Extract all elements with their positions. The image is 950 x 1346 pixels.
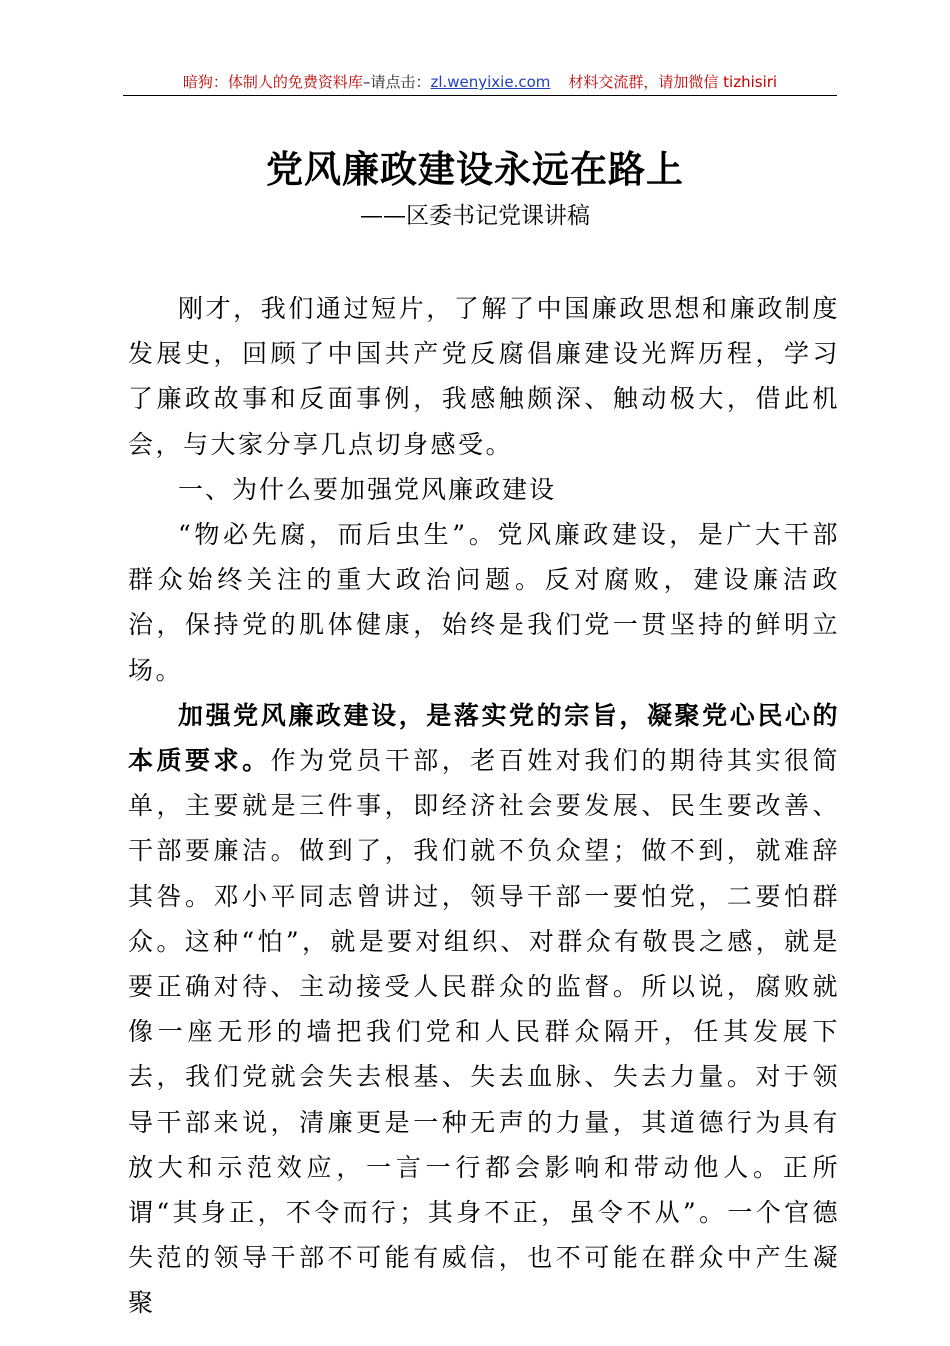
document-title: 党风廉政建设永远在路上 bbox=[266, 147, 684, 191]
intro-paragraph: 刚才，我们通过短片，了解了中国廉政思想和廉政制度发展史，回顾了中国共产党反腐倡廉建设光辉历程，学习了廉政故事和反面事例，我感触颇深、触动极大，借此机会，与大家分享几点切身感受。 bbox=[128, 294, 840, 459]
section-paragraph: “物必先腐，而后虫生”。党风廉政建设，是广大干部群众始终关注的重大政治问题。反对腐败，建设廉洁政治，保持党的肌体健康，始终是我们党一贯坚持的鲜明立场。 bbox=[128, 520, 840, 685]
page-header bbox=[125, 70, 835, 94]
section-paragraph-emphasis bbox=[128, 693, 840, 1326]
document-subtitle: ——区委书记党课讲稿 bbox=[360, 203, 590, 229]
document-body bbox=[128, 286, 840, 1326]
header-link[interactable]: zl.wenyixie.com bbox=[430, 73, 551, 91]
paragraph-continuation: 作为党员干部，老百姓对我们的期待其实很简单，主要就是三件事，即经济社会要发展、民生要改善、干部要廉洁。做到了，我们就不负众望；做不到，就难辞其咎。邓小平同志曾讲过，领导干部一要怕党，二要怕群众。这种“怕”，就是要对组织、对群众有敬畏之感，就是要正确对待、主动接受人民群众的监督。所以说，腐败就像一座无形的墙把我们党和人民群众隔开，任其发展下去，我们党就会失去根基、失去血脉、失去力量。对于领导干部来说，清廉更是一种无声的力量，其道德行为具有放大和示范效应，一言一行都会影响和带动他人。正所谓“其身正，不令而行；其身不正，虽令不从”。一个官德失范的领导干部不可能有威信，也不可能在群众中产生凝聚 bbox=[128, 746, 840, 1318]
header-click-prefix: –请点击： bbox=[362, 73, 431, 91]
header-contact: 材料交流群，请加微信 tizhisiri bbox=[568, 73, 778, 91]
section-heading: 一、为什么要加强党风廉政建设 bbox=[178, 474, 557, 504]
header-brand: 暗狗：体制人的免费资料库 bbox=[182, 73, 363, 91]
bold-lead-sentence: 加强党风廉政建设，是落实党的宗旨，凝聚党心民心的本质要求。 bbox=[128, 700, 840, 776]
header-divider bbox=[123, 95, 837, 96]
